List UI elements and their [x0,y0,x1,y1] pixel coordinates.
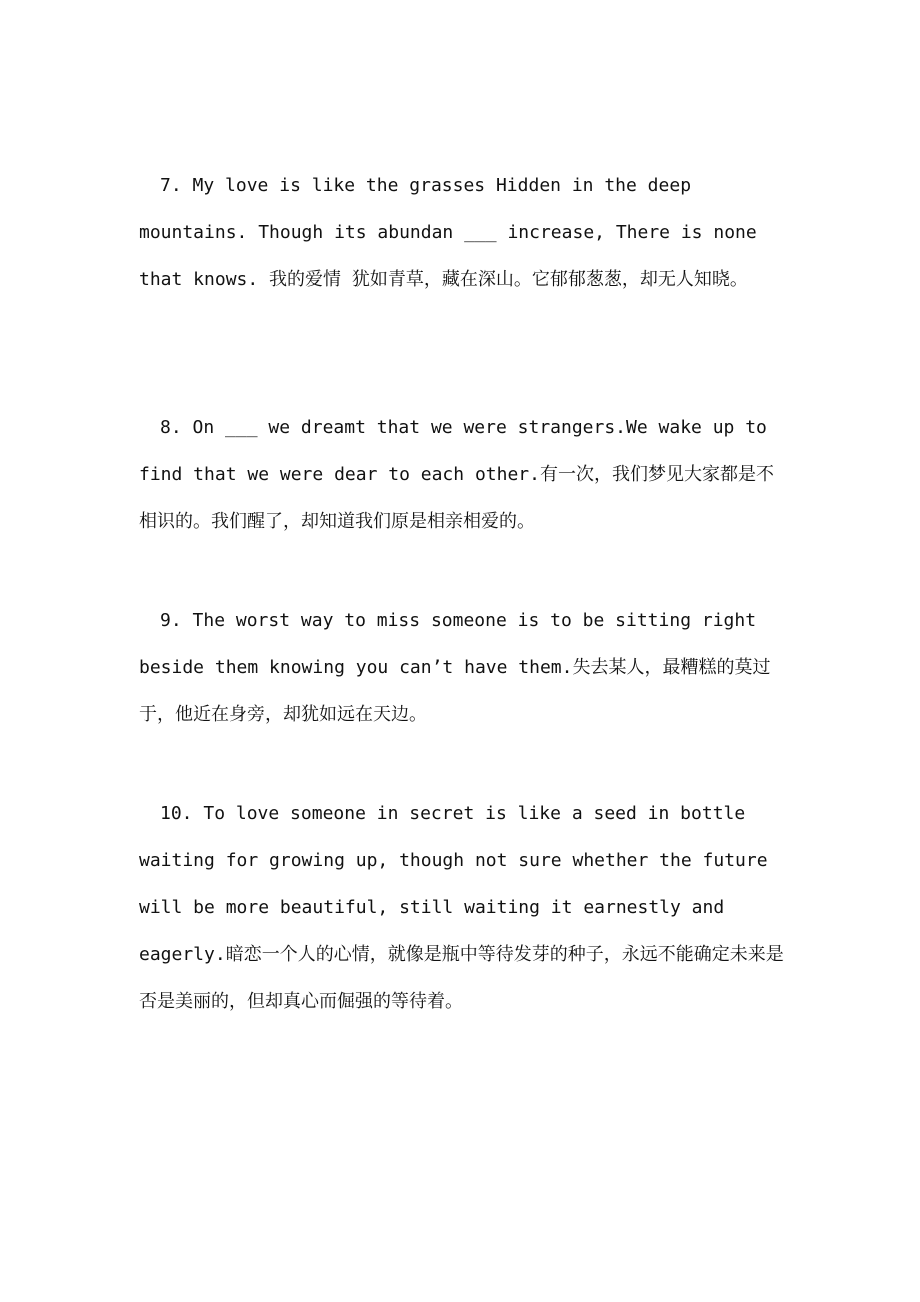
quote-paragraph-7 [139,162,784,303]
paragraph-text: On ___ we dreamt that we were strangers.We wake up to find that we were dear to each other.有一次，我们梦见大家都是不相识的。我们醒了，却知道我们原是相亲相爱的。 [139,417,774,532]
paragraph-text: The worst way to miss someone is to be sitting right beside them knowing you can’t have them.失去某人，最糟糕的莫过于，他近在身旁，却犹如远在天边。 [139,610,771,725]
paragraph-number: 9. [160,610,182,631]
paragraph-number: 8. [160,417,182,438]
quote-paragraph-9 [139,597,784,738]
paragraph-text: To love someone in secret is like a seed in bottle waiting for growing up, though not sure whether the future will be more beautiful, still waiting it earnestly and eagerly.暗恋一个人的心情，就像是瓶中等待发芽的种子，永远不能确定未来是否是美丽的，但却真心而倔强的等待着。 [139,803,784,1012]
paragraph-text: My love is like the grasses Hidden in the deep mountains. Though its abundan ___ increase, There is none that knows. 我的爱情 犹如青草，藏在深山。它郁郁葱葱，却无人知晓。 [139,175,757,290]
quote-paragraph-10 [139,790,784,1025]
paragraph-number: 7. [160,175,182,196]
quote-paragraph-8 [139,404,784,545]
paragraph-number: 10. [160,803,193,824]
